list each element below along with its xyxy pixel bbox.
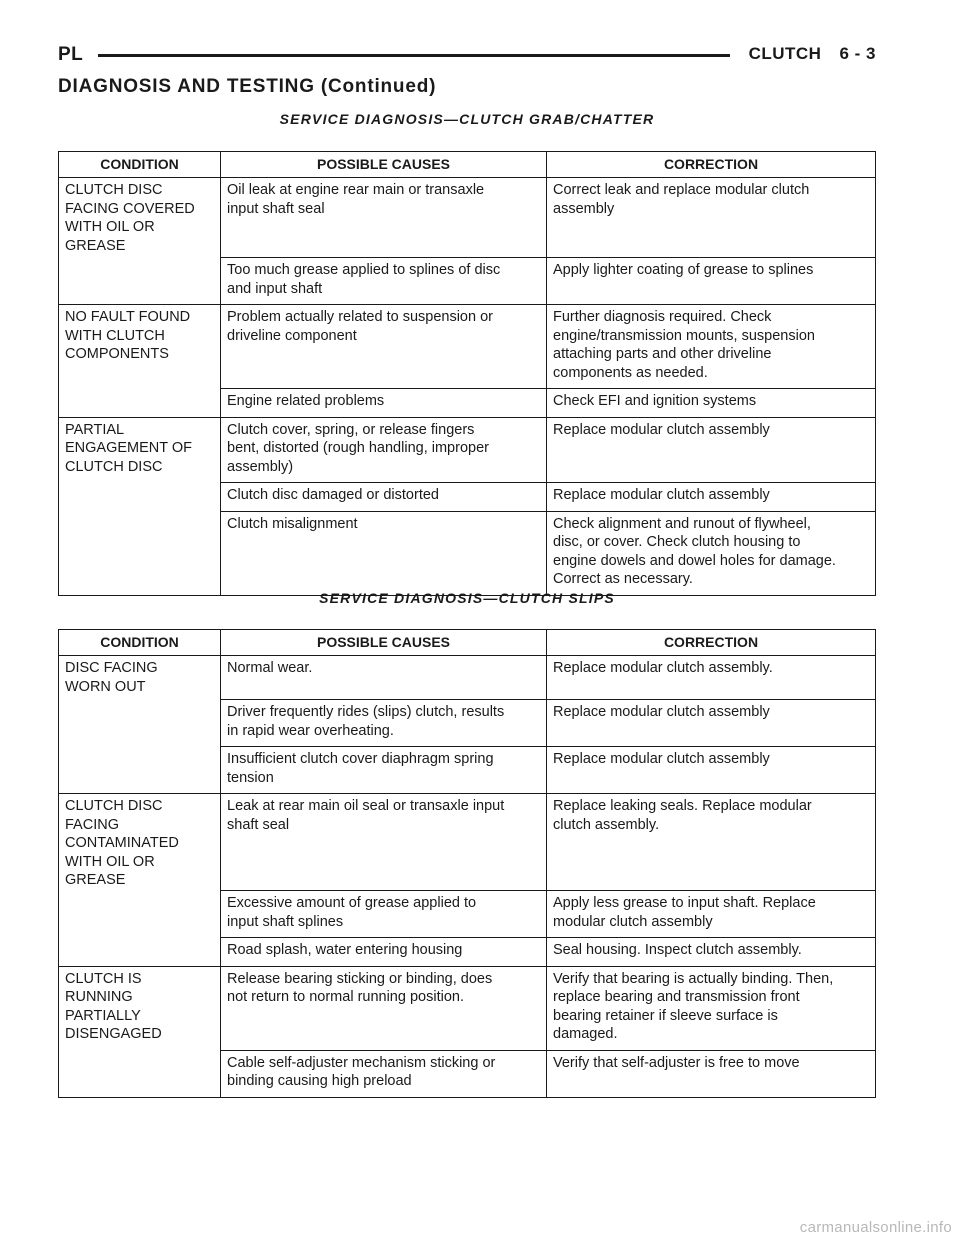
cause-cell: Road splash, water entering housing [221, 938, 547, 967]
table-row [59, 178, 876, 258]
table-row [59, 794, 876, 891]
table-title-clutch-slips: SERVICE DIAGNOSIS—CLUTCH SLIPS [319, 590, 615, 606]
condition-cell: CLUTCH DISC FACING COVERED WITH OIL OR GREASE [59, 178, 221, 305]
cause-cell: Cable self-adjuster mechanism sticking or binding causing high preload [221, 1050, 547, 1097]
header-possible-causes: POSSIBLE CAUSES [221, 630, 547, 656]
cause-cell: Problem actually related to suspension or driveline component [221, 305, 547, 389]
page-header [58, 40, 876, 66]
condition-cell: CLUTCH DISC FACING CONTAMINATED WITH OIL OR GREASE [59, 794, 221, 967]
cause-cell: Release bearing sticking or binding, does not return to normal running position. [221, 966, 547, 1050]
table-title-grab-chatter: SERVICE DIAGNOSIS—CLUTCH GRAB/CHATTER [279, 111, 655, 127]
table-row [59, 417, 876, 483]
correction-cell: Check alignment and runout of flywheel, disc, or cover. Check clutch housing to engine dowels and dowel holes for damage. Correct as necessary. [547, 511, 876, 595]
correction-cell: Seal housing. Inspect clutch assembly. [547, 938, 876, 967]
section-heading: DIAGNOSIS AND TESTING (Continued) [58, 76, 437, 97]
table-header-row [59, 152, 876, 178]
correction-cell: Replace modular clutch assembly [547, 700, 876, 747]
correction-cell: Replace modular clutch assembly [547, 483, 876, 512]
cause-cell: Driver frequently rides (slips) clutch, results in rapid wear overheating. [221, 700, 547, 747]
section-page-label [749, 44, 876, 64]
table-row [59, 305, 876, 389]
watermark: carmanualsonline.info [799, 1219, 952, 1236]
condition-cell: NO FAULT FOUND WITH CLUTCH COMPONENTS [59, 305, 221, 418]
condition-cell: DISC FACING WORN OUT [59, 656, 221, 794]
cause-cell: Too much grease applied to splines of disc and input shaft [221, 258, 547, 305]
cause-cell: Leak at rear main oil seal or transaxle input shaft seal [221, 794, 547, 891]
correction-cell: Apply lighter coating of grease to splines [547, 258, 876, 305]
table-row [59, 656, 876, 700]
correction-cell: Correct leak and replace modular clutch assembly [547, 178, 876, 258]
model-code: PL [58, 44, 84, 65]
header-condition: CONDITION [59, 152, 221, 178]
correction-cell: Verify that self-adjuster is free to move [547, 1050, 876, 1097]
cause-cell: Clutch misalignment [221, 511, 547, 595]
correction-cell: Verify that bearing is actually binding. Then, replace bearing and transmission front bearing retainer if sleeve surface is damaged. [547, 966, 876, 1050]
table-header-row [59, 630, 876, 656]
cause-cell: Engine related problems [221, 389, 547, 418]
correction-cell: Check EFI and ignition systems [547, 389, 876, 418]
correction-cell: Replace modular clutch assembly [547, 417, 876, 483]
header-correction: CORRECTION [547, 152, 876, 178]
cause-cell: Excessive amount of grease applied to input shaft splines [221, 891, 547, 938]
correction-cell: Replace modular clutch assembly [547, 747, 876, 794]
header-possible-causes: POSSIBLE CAUSES [221, 152, 547, 178]
header-condition: CONDITION [59, 630, 221, 656]
diagnosis-table-grab-chatter [58, 151, 876, 596]
cause-cell: Normal wear. [221, 656, 547, 700]
cause-cell: Oil leak at engine rear main or transaxle input shaft seal [221, 178, 547, 258]
page-number: 6 - 3 [839, 44, 876, 63]
table-row [59, 966, 876, 1050]
correction-cell: Further diagnosis required. Check engine/transmission mounts, suspension attaching parts and other driveline components as needed. [547, 305, 876, 389]
section-name: CLUTCH [748, 44, 822, 63]
cause-cell: Clutch disc damaged or distorted [221, 483, 547, 512]
correction-cell: Apply less grease to input shaft. Replace modular clutch assembly [547, 891, 876, 938]
cause-cell: Insufficient clutch cover diaphragm spring tension [221, 747, 547, 794]
correction-cell: Replace modular clutch assembly. [547, 656, 876, 700]
condition-cell: CLUTCH IS RUNNING PARTIALLY DISENGAGED [59, 966, 221, 1097]
cause-cell: Clutch cover, spring, or release fingers bent, distorted (rough handling, improper assembly) [221, 417, 547, 483]
condition-cell: PARTIAL ENGAGEMENT OF CLUTCH DISC [59, 417, 221, 595]
diagnosis-table-clutch-slips [58, 629, 876, 1098]
header-correction: CORRECTION [547, 630, 876, 656]
header-rule [98, 54, 730, 57]
correction-cell: Replace leaking seals. Replace modular clutch assembly. [547, 794, 876, 891]
